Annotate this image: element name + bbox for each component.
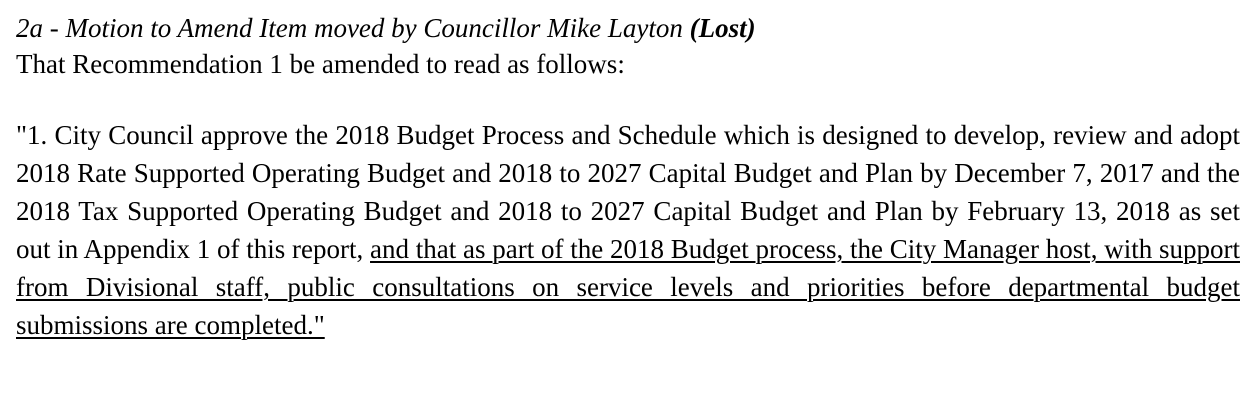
- motion-intro: That Recommendation 1 be amended to read as follows:: [16, 49, 625, 79]
- motion-amendment-text: and that as part of the 2018 Budget process, the City Manager host, with support from Divisional staff, public consultations on service levels and priorities before departmental budget submissions are completed.": [16, 234, 1240, 340]
- motion-status: (Lost): [689, 13, 756, 43]
- motion-title: 2a - Motion to Amend Item moved by Councillor Mike Layton: [16, 13, 683, 43]
- motion-original-text: "1. City Council approve the 2018 Budget Process and Schedule which is designed to develop, review and adopt 2018 Rate Supported Operating Budget and 2018 to 2027 Capital Budget and Plan by December 7, 2017 and the 2018 Tax Supported Operating Budget and 2018 to 2027 Capital Budget and Plan by February 13, 2018 as set out in Appendix 1 of this report,: [16, 120, 1240, 264]
- motion-heading: [16, 12, 1240, 44]
- motion-text: [16, 116, 1240, 344]
